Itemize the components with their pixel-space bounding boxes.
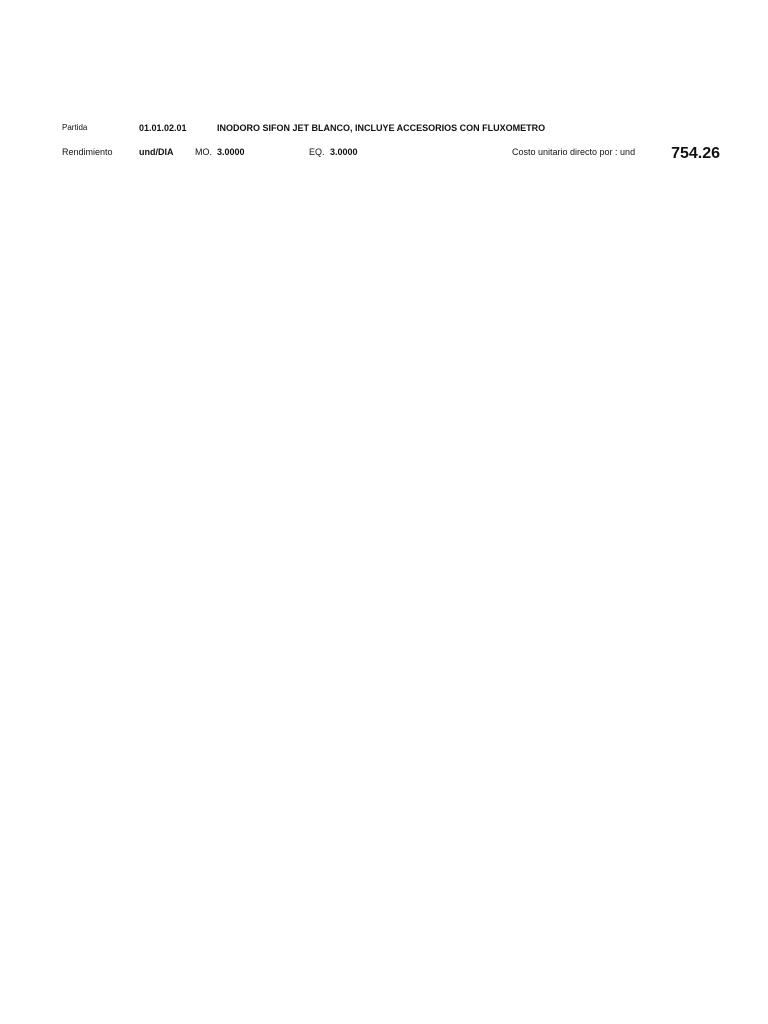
costo-value: 754.26 [671, 145, 720, 162]
eq-value: 3.0000 [330, 147, 358, 157]
mo-label: MO. [195, 147, 212, 157]
mo-value: 3.0000 [217, 147, 245, 157]
eq-label: EQ. [309, 147, 325, 157]
partida-name: INODORO SIFON JET BLANCO, INCLUYE ACCESORIOS CON FLUXOMETRO [217, 123, 546, 133]
partida-code: 01.01.02.01 [139, 123, 187, 133]
rendimiento-unit: und/DIA [139, 147, 174, 157]
partida-label: Partida [62, 123, 88, 132]
rendimiento-label: Rendimiento [62, 147, 113, 157]
costo-label: Costo unitario directo por : und [512, 147, 636, 157]
